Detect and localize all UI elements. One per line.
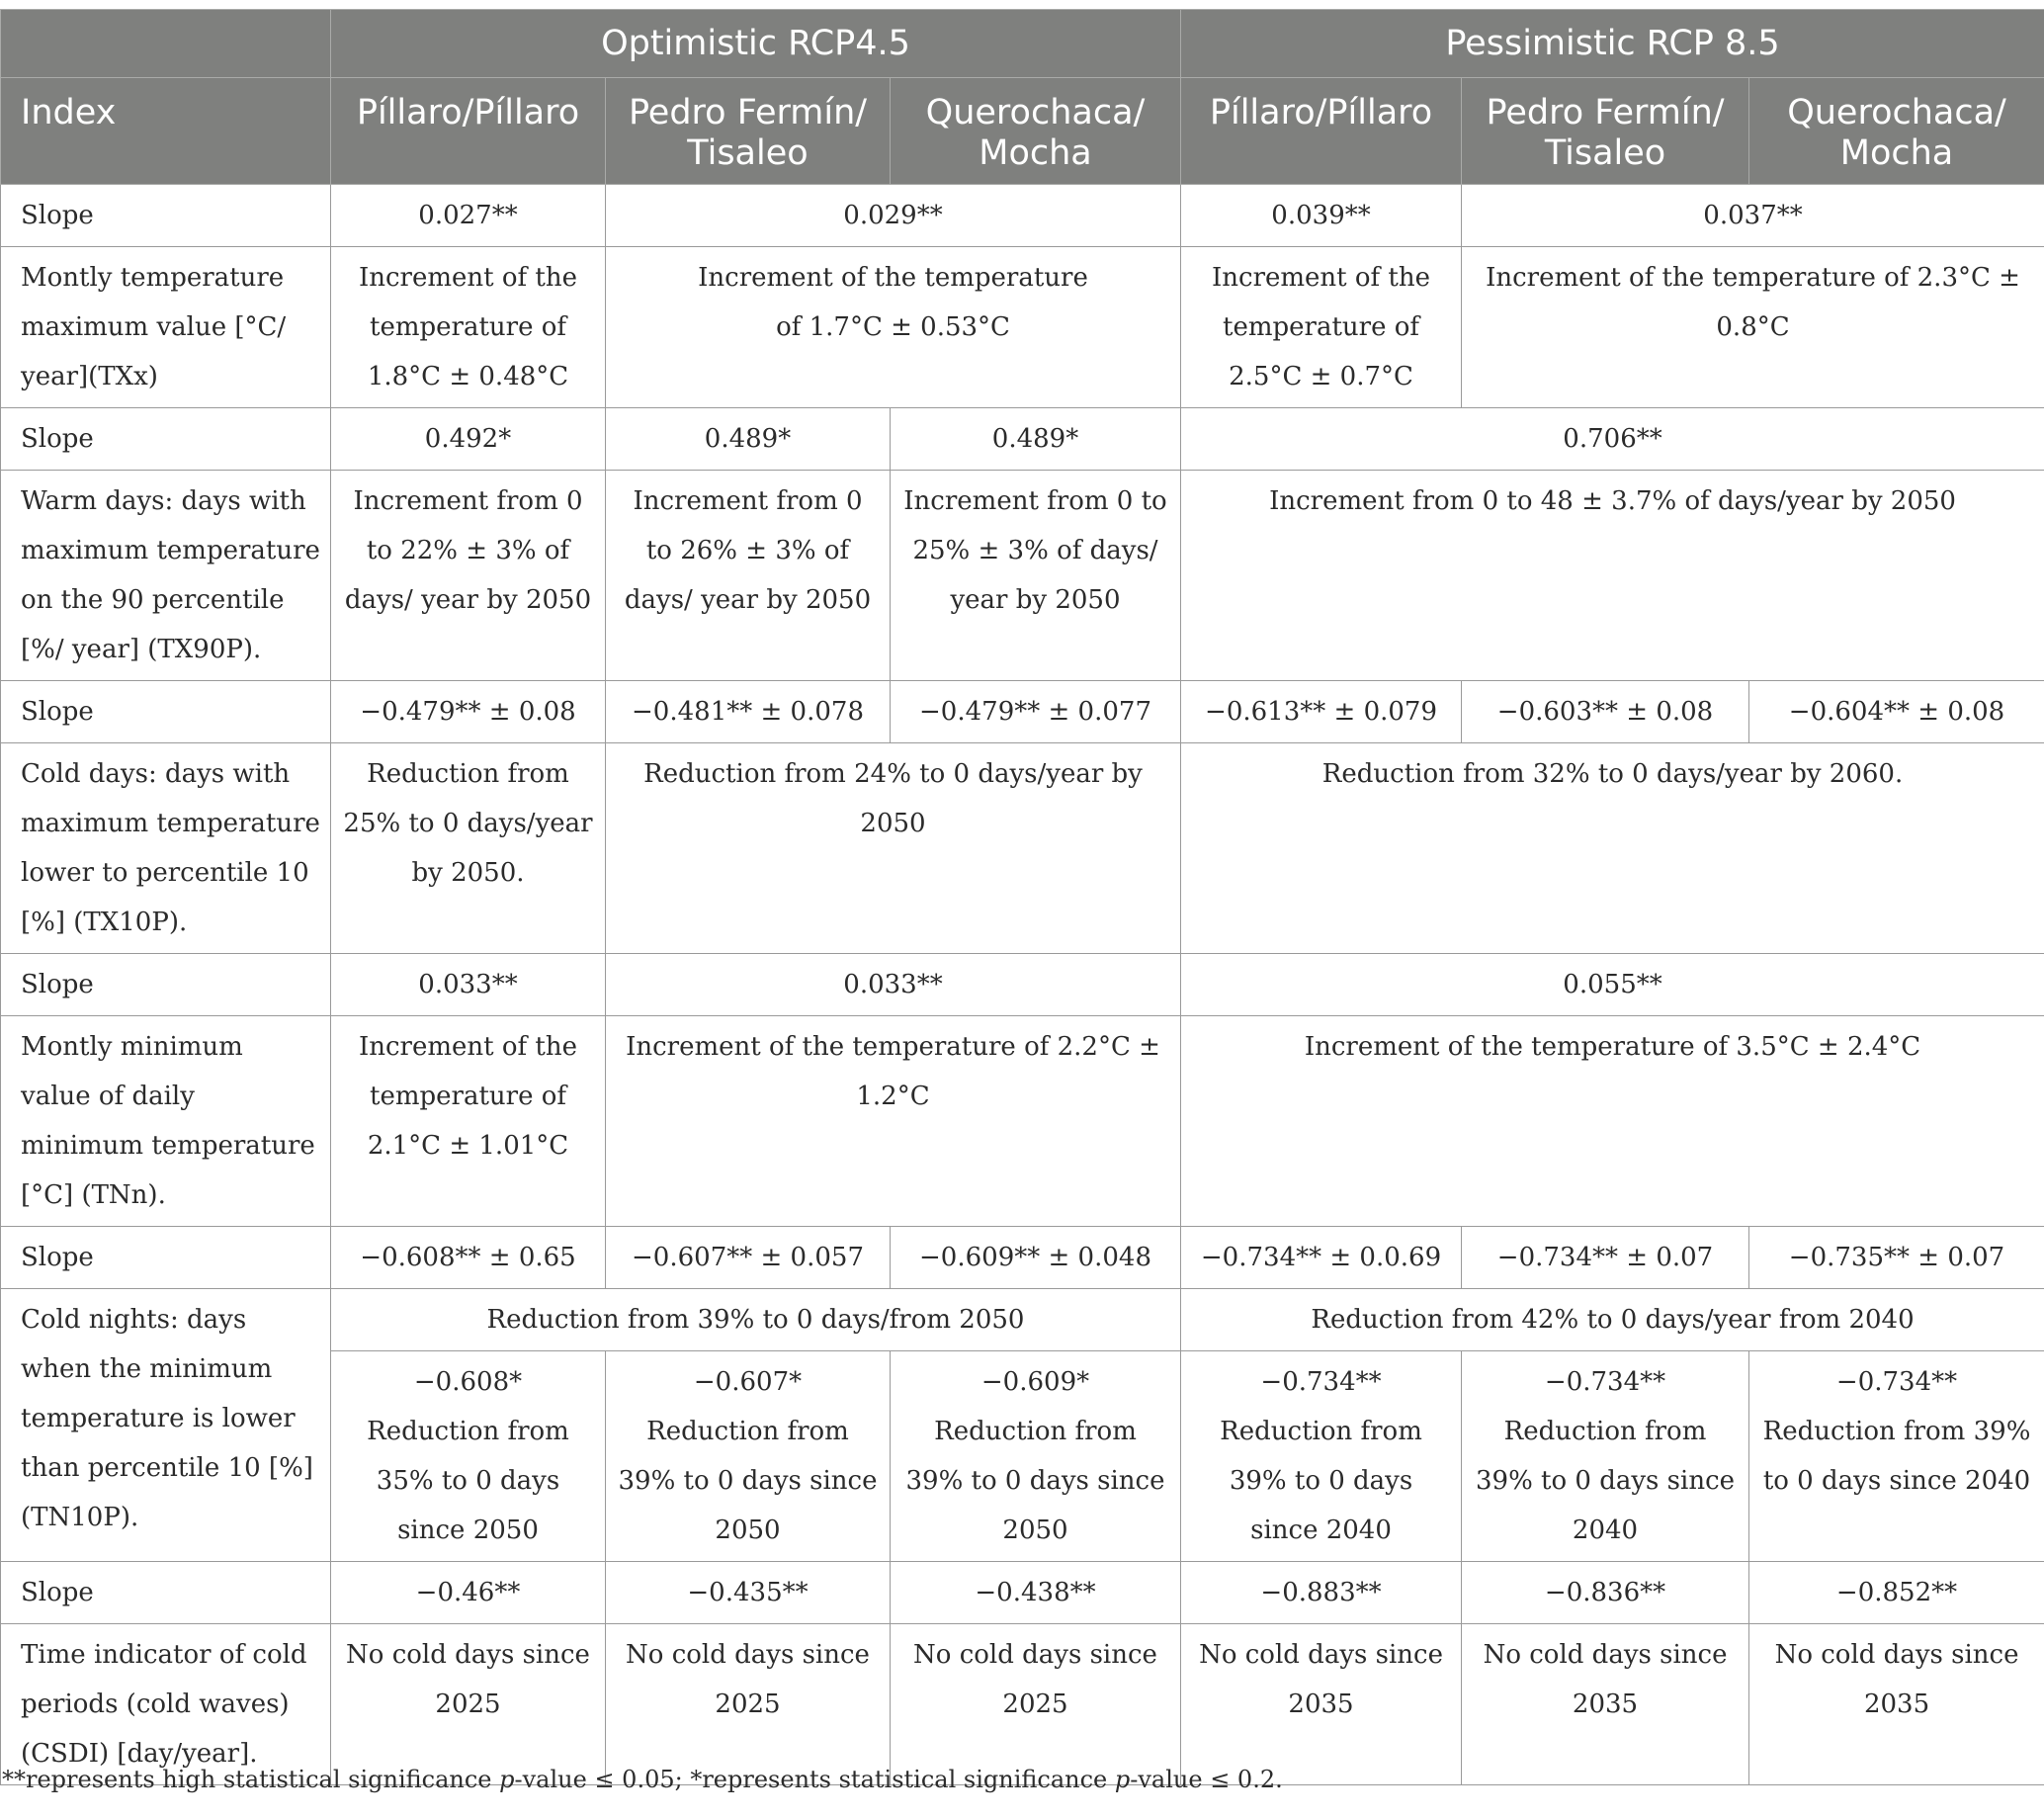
- table-cell: No cold days since 2035: [1181, 1624, 1462, 1785]
- table-cell: 0.037**: [1462, 185, 2044, 247]
- table-row: [1, 743, 2044, 954]
- table-cell: −0.883**: [1181, 1562, 1462, 1624]
- table-cell: −0.435**: [606, 1562, 891, 1624]
- table-cell: −0.735** ± 0.07: [1749, 1227, 2044, 1289]
- table-row: [1, 408, 2044, 471]
- cell-description: Reduction from 39% to 0 days since 2040: [1220, 1417, 1422, 1545]
- row-label: Slope: [1, 954, 331, 1016]
- header-index: Index: [1, 78, 331, 185]
- table-cell: [891, 1351, 1181, 1562]
- table-row: [1, 1227, 2044, 1289]
- table-cell: 0.492*: [331, 408, 606, 471]
- table-row: [1, 185, 2044, 247]
- table-body: [1, 185, 2044, 1785]
- table-cell: [606, 1351, 891, 1562]
- table-cell: Increment of the temperature of 2.2°C ± 1.2°C: [606, 1016, 1181, 1227]
- table-row: [1, 247, 2044, 408]
- table-header: [1, 10, 2044, 185]
- table-cell: No cold days since 2035: [1462, 1624, 1749, 1785]
- header-station-6: Querochaca/ Mocha: [1749, 78, 2044, 185]
- table-cell: −0.479** ± 0.08: [331, 681, 606, 743]
- footnote-p-italic: p: [499, 1766, 515, 1793]
- header-row-stations: [1, 78, 2044, 185]
- cell-slope: −0.608*: [413, 1367, 523, 1397]
- row-label: Slope: [1, 681, 331, 743]
- table-cell: −0.607** ± 0.057: [606, 1227, 891, 1289]
- table-row: [1, 681, 2044, 743]
- row-label: Time indicator of cold periods (cold waves) (CSDI) [day/year].: [1, 1624, 331, 1785]
- table-cell: Reduction from 32% to 0 days/year by 2060.: [1181, 743, 2044, 954]
- table-cell: Increment of the temperature of 1.7°C ± 0.53°C: [606, 247, 1181, 408]
- table-cell: [1749, 1351, 2044, 1562]
- table-cell: Reduction from 24% to 0 days/year by 2050: [606, 743, 1181, 954]
- table-cell: No cold days since 2025: [606, 1624, 891, 1785]
- table-row: [1, 954, 2044, 1016]
- header-pessimistic-scenario: Pessimistic RCP 8.5: [1181, 10, 2044, 78]
- cell-slope: −0.609*: [980, 1367, 1090, 1397]
- cell-slope: −0.734**: [1835, 1367, 1958, 1397]
- table-row: [1, 1624, 2044, 1785]
- table-cell: −0.438**: [891, 1562, 1181, 1624]
- table-row: [1, 1016, 2044, 1227]
- cell-description: Reduction from 39% to 0 days since 2040: [1476, 1417, 1736, 1545]
- table-cell: Reduction from 25% to 0 days/year by 2050.: [331, 743, 606, 954]
- table-footnote: [2, 1766, 1283, 1793]
- row-label: Slope: [1, 185, 331, 247]
- footnote-text: **represents high statistical significance: [2, 1766, 500, 1793]
- table-cell: [331, 1351, 606, 1562]
- table-cell: [1181, 1351, 1462, 1562]
- header-station-1: Píllaro/Píllaro: [331, 78, 606, 185]
- footnote-text: -value ≤ 0.2.: [1130, 1766, 1283, 1793]
- table-cell: 0.489*: [891, 408, 1181, 471]
- table-cell: Increment of the temperature of 2.5°C ± 0.7°C: [1181, 247, 1462, 408]
- row-label: Slope: [1, 408, 331, 471]
- table-cell: Increment from 0 to 26% ± 3% of days/ year by 2050: [606, 471, 891, 681]
- table-cell: 0.033**: [606, 954, 1181, 1016]
- table-cell: Increment of the temperature of 2.3°C ± 0.8°C: [1462, 247, 2044, 408]
- table-row: [1, 1562, 2044, 1624]
- header-station-3: Querochaca/ Mocha: [891, 78, 1181, 185]
- row-label: Slope: [1, 1227, 331, 1289]
- table-cell: 0.489*: [606, 408, 891, 471]
- table-cell: 0.033**: [331, 954, 606, 1016]
- table-cell: −0.609** ± 0.048: [891, 1227, 1181, 1289]
- cell-description: Reduction from 39% to 0 days since 2050: [905, 1417, 1165, 1545]
- table-cell: Increment from 0 to 22% ± 3% of days/ year by 2050: [331, 471, 606, 681]
- header-station-4: Píllaro/Píllaro: [1181, 78, 1462, 185]
- header-optimistic-scenario: Optimistic RCP4.5: [331, 10, 1181, 78]
- row-label: Montly temperature maximum value [°C/ year](TXx): [1, 247, 331, 408]
- table-cell: −0.613** ± 0.079: [1181, 681, 1462, 743]
- table-cell: −0.479** ± 0.077: [891, 681, 1181, 743]
- cell-description: Reduction from 39% to 0 days since 2050: [618, 1417, 878, 1545]
- climate-index-table-container: [0, 9, 2044, 1785]
- row-label: Cold days: days with maximum temperature lower to percentile 10 [%] (TX10P).: [1, 743, 331, 954]
- cell-description: Reduction from 35% to 0 days since 2050: [367, 1417, 569, 1545]
- footnote-text: -value ≤ 0.05; *represents statistical significance: [514, 1766, 1115, 1793]
- header-station-2: Pedro Fermín/ Tisaleo: [606, 78, 891, 185]
- table-cell: −0.836**: [1462, 1562, 1749, 1624]
- table-cell: Increment of the temperature of 1.8°C ± 0.48°C: [331, 247, 606, 408]
- table-cell: Reduction from 39% to 0 days/from 2050: [331, 1289, 1181, 1351]
- cell-slope: −0.734**: [1544, 1367, 1666, 1397]
- table-cell: 0.039**: [1181, 185, 1462, 247]
- table-cell: 0.029**: [606, 185, 1181, 247]
- table-cell: 0.706**: [1181, 408, 2044, 471]
- header-row-scenarios: [1, 10, 2044, 78]
- table-cell: −0.481** ± 0.078: [606, 681, 891, 743]
- table-cell: Increment from 0 to 25% ± 3% of days/ year by 2050: [891, 471, 1181, 681]
- table-cell: No cold days since 2035: [1749, 1624, 2044, 1785]
- table-cell: −0.852**: [1749, 1562, 2044, 1624]
- table-cell: Increment of the temperature of 2.1°C ± 1.01°C: [331, 1016, 606, 1227]
- cell-slope: −0.607*: [693, 1367, 803, 1397]
- table-cell: 0.027**: [331, 185, 606, 247]
- table-cell: −0.46**: [331, 1562, 606, 1624]
- climate-index-table: [0, 9, 2044, 1785]
- row-label: Cold nights: days when the minimum temperature is lower than percentile 10 [%] (TN10P).: [1, 1289, 331, 1562]
- table-cell: Reduction from 42% to 0 days/year from 2040: [1181, 1289, 2044, 1351]
- footnote-p-italic: p: [1114, 1766, 1131, 1793]
- table-cell: −0.604** ± 0.08: [1749, 681, 2044, 743]
- cell-slope: −0.734**: [1260, 1367, 1382, 1397]
- table-row: [1, 1289, 2044, 1351]
- table-cell: −0.608** ± 0.65: [331, 1227, 606, 1289]
- table-cell: −0.734** ± 0.0.69: [1181, 1227, 1462, 1289]
- table-cell: 0.055**: [1181, 954, 2044, 1016]
- table-cell: No cold days since 2025: [891, 1624, 1181, 1785]
- row-label: Warm days: days with maximum temperature on the 90 percentile [%/ year] (TX90P).: [1, 471, 331, 681]
- header-station-5: Pedro Fermín/ Tisaleo: [1462, 78, 1749, 185]
- row-label: Montly minimum value of daily minimum temperature [°C] (TNn).: [1, 1016, 331, 1227]
- table-cell: No cold days since 2025: [331, 1624, 606, 1785]
- row-label: Slope: [1, 1562, 331, 1624]
- cell-description: Reduction from 39% to 0 days since 2040: [1762, 1417, 2031, 1496]
- table-row: [1, 471, 2044, 681]
- table-cell: −0.603** ± 0.08: [1462, 681, 1749, 743]
- table-cell: −0.734** ± 0.07: [1462, 1227, 1749, 1289]
- header-empty-cell: [1, 10, 331, 78]
- table-cell: Increment of the temperature of 3.5°C ± 2.4°C: [1181, 1016, 2044, 1227]
- table-cell: [1462, 1351, 1749, 1562]
- table-cell: Increment from 0 to 48 ± 3.7% of days/year by 2050: [1181, 471, 2044, 681]
